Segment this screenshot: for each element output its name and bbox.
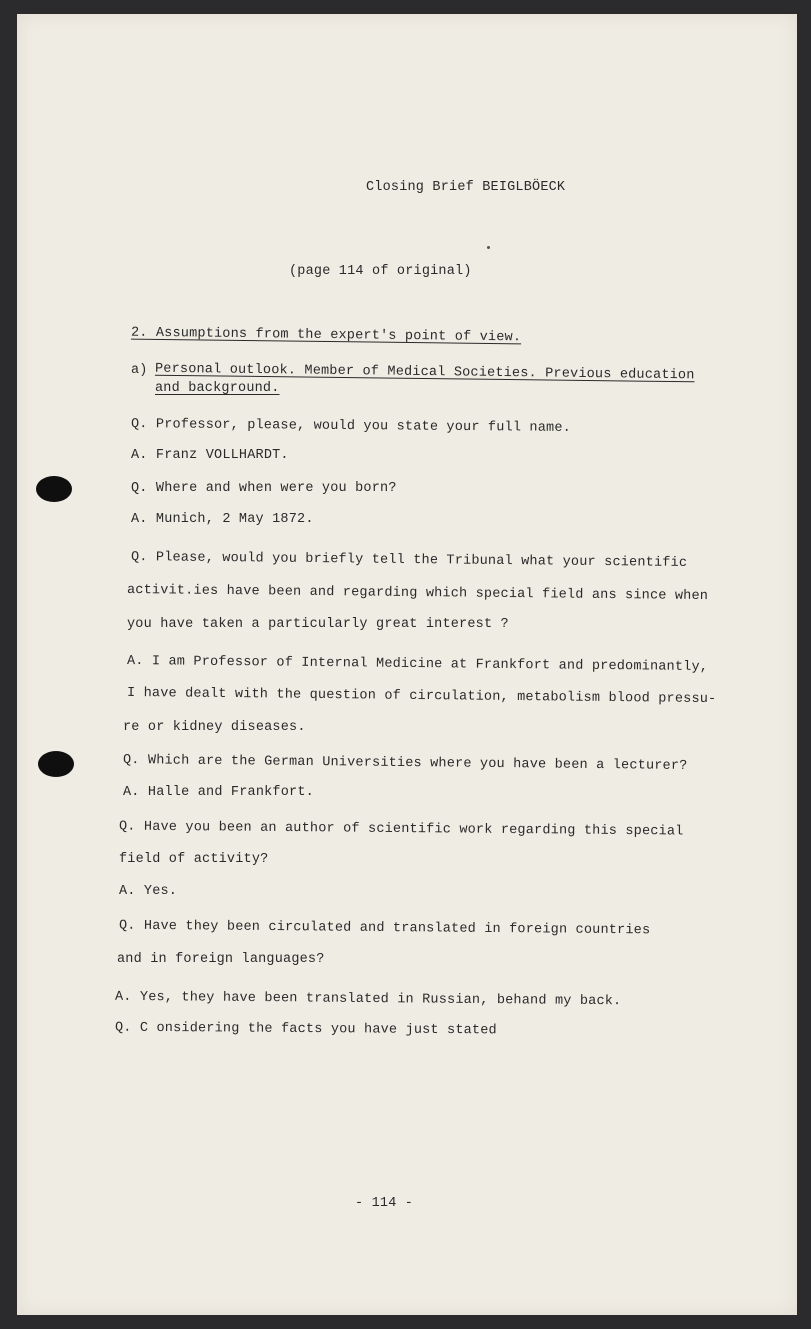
transcript-line-11: Q. Which are the German Universities where you have been a lecturer? <box>122 753 688 774</box>
subsection-marker: a) <box>131 363 148 378</box>
transcript-line-8: A. I am Professor of Internal Medicine at Frankfort and predominantly, <box>126 653 709 676</box>
transcript-line-14: field of activity? <box>119 852 269 867</box>
punch-hole-lower <box>38 751 74 777</box>
transcript-line-4: A. Munich, 2 May 1872. <box>131 512 314 527</box>
subsection-line-1: Personal outlook. Member of Medical Societies. Previous education <box>154 361 695 384</box>
page-number: - 114 - <box>355 1196 414 1211</box>
transcript-line-17: and in foreign languages? <box>117 952 325 967</box>
transcript-line-16: Q. Have they been circulated and translated in foreign countries <box>118 918 651 939</box>
transcript-line-2: A. Franz VOLLHARDT. <box>131 448 289 463</box>
transcript-line-19: Q. C onsidering the facts you have just stated <box>114 1020 497 1039</box>
punch-hole-upper <box>36 476 72 502</box>
section-heading: 2. Assumptions from the expert's point of view. <box>130 325 522 346</box>
subsection-line-2: and background. <box>155 381 280 396</box>
transcript-line-6: activit.ies have been and regarding which special field ans since when <box>126 582 709 605</box>
transcript-line-1: Q. Professor, please, would you state your full name. <box>130 417 572 436</box>
transcript-line-3: Q. Where and when were you born? <box>131 481 397 496</box>
transcript-line-12: A. Halle and Frankfort. <box>123 785 314 800</box>
transcript-line-13: Q. Have you been an author of scientific work regarding this special <box>118 819 684 840</box>
transcript-line-9: I have dealt with the question of circulation, metabolism blood pressu- <box>126 685 717 708</box>
document-page <box>17 14 797 1315</box>
transcript-line-10: re or kidney diseases. <box>123 720 306 735</box>
ink-dot <box>487 246 490 249</box>
page-reference: (page 114 of original) <box>289 264 472 279</box>
transcript-line-18: A. Yes, they have been translated in Russian, behand my back. <box>114 989 622 1010</box>
transcript-line-15: A. Yes. <box>119 884 178 899</box>
header-title: Closing Brief BEIGLBÖECK <box>366 180 566 195</box>
transcript-line-5: Q. Please, would you briefly tell the Tribunal what your scientific <box>130 550 688 571</box>
transcript-line-7: you have taken a particularly great interest ? <box>127 617 509 632</box>
